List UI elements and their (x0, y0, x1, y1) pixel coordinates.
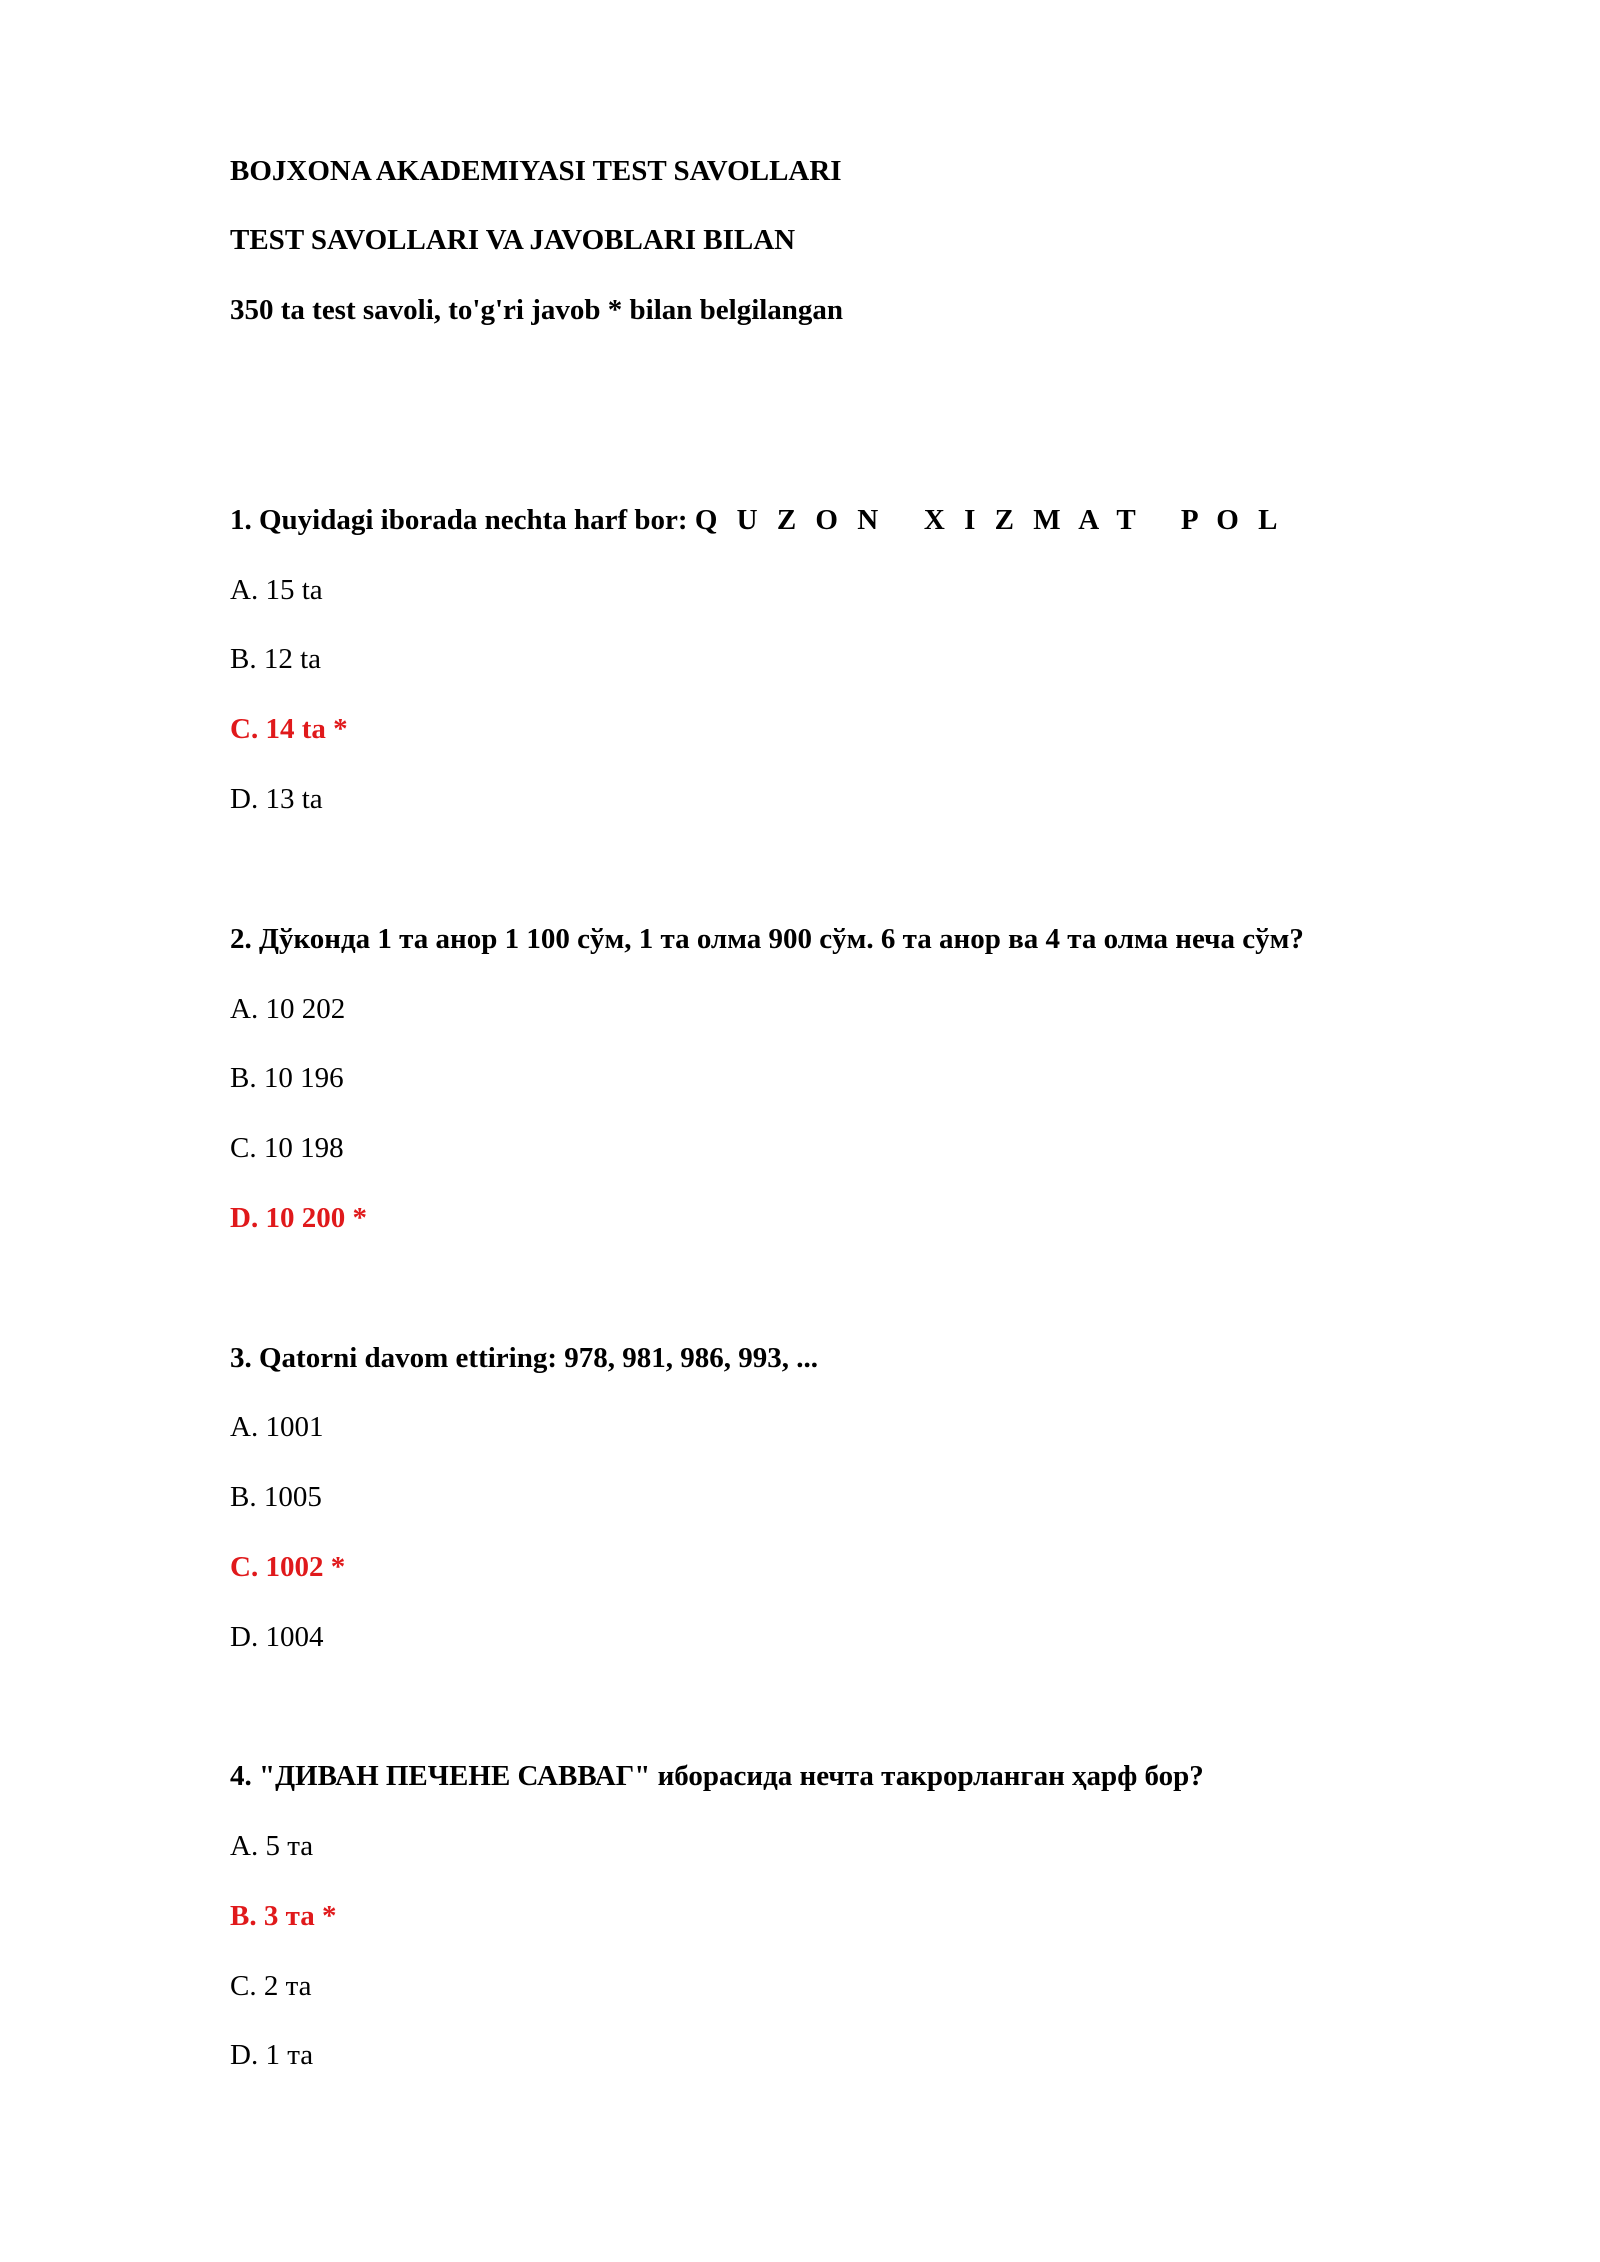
document-subtitle: TEST SAVOLLARI VA JAVOBLARI BILAN (230, 224, 796, 256)
question-3: 3. Qatorni davom ettiring: 978, 981, 986, 993, ... (230, 1342, 819, 1374)
question-2-option-c: C. 10 198 (230, 1132, 344, 1164)
document-note: 350 ta test savoli, to'g'ri javob * bilan belgilangan (230, 294, 844, 326)
question-3-option-c: C. 1002 * (230, 1551, 346, 1583)
question-1-option-a: A. 15 ta (230, 574, 323, 606)
question-4-option-d: D. 1 та (230, 2039, 314, 2071)
question-3-option-b: B. 1005 (230, 1481, 322, 1513)
question-4-option-c: C. 2 та (230, 1970, 312, 2002)
question-2-option-d: D. 10 200 * (230, 1202, 367, 1234)
question-4: 4. "ДИВАН ПЕЧЕНЕ САВВАГ" иборасида нечта такрорланган ҳарф бор? (230, 1760, 1204, 1792)
question-4-option-b: B. 3 та * (230, 1900, 337, 1932)
question-1-option-d: D. 13 ta (230, 783, 323, 815)
question-2-option-a: A. 10 202 (230, 993, 346, 1025)
question-2-option-b: B. 10 196 (230, 1062, 344, 1094)
question-3-option-d: D. 1004 (230, 1621, 324, 1653)
question-3-option-a: A. 1001 (230, 1411, 324, 1443)
question-4-option-a: A. 5 та (230, 1830, 314, 1862)
question-1-option-c: C. 14 ta * (230, 713, 348, 745)
question-1-phrase: Q U Z O N X I Z M A T P O L (694, 504, 1284, 536)
document-title: BOJXONA AKADEMIYASI TEST SAVOLLARI (230, 155, 842, 187)
question-1-option-b: B. 12 ta (230, 643, 322, 675)
question-1-text: 1. Quyidagi iborada nechta harf bor: (230, 504, 695, 536)
question-1 (230, 502, 1283, 538)
question-2: 2. Дўконда 1 та анор 1 100 сўм, 1 та олма 900 сўм. 6 та анор ва 4 та олма неча сўм? (230, 923, 1304, 955)
